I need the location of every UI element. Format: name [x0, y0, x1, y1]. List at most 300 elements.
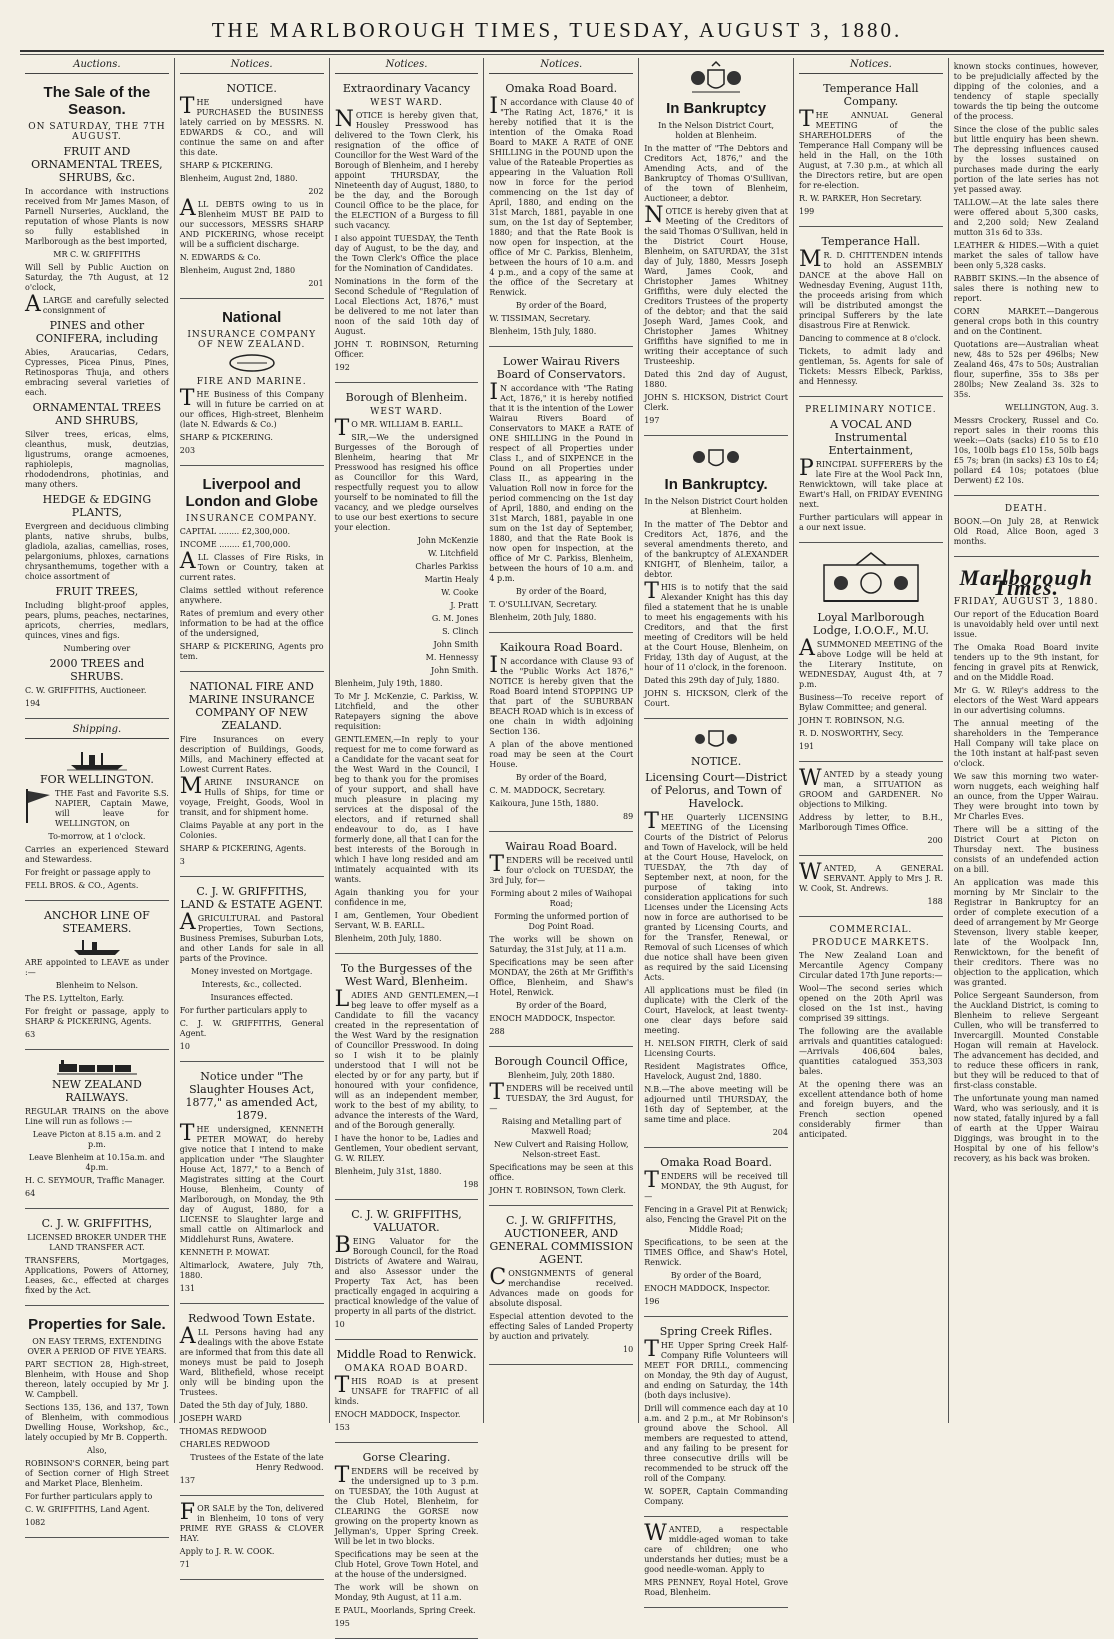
wanted-woman-advert	[644, 1521, 788, 1608]
advert-number: 199	[798, 207, 815, 216]
slaughter-notice	[180, 1066, 324, 1304]
column-7	[949, 58, 1104, 1423]
rye-signature: Apply to J. R. W. COOK.	[179, 1547, 275, 1556]
redwood-signatory-1: JOSEPH WARD	[179, 1414, 242, 1423]
temperance-company-notice	[799, 78, 943, 227]
anchor-title: ANCHOR LINE OF STEAMERS.	[43, 909, 150, 935]
national-fire: FIRE AND MARINE.	[196, 377, 307, 387]
advert-number: 204	[772, 1128, 788, 1137]
liverpool-capital: CAPITAL ........ £2,300,000.	[179, 527, 291, 536]
lodge-body-2: Business—To receive report of Bylaw Committee; and general.	[798, 693, 943, 712]
advert-number: 10	[334, 1320, 345, 1329]
column-2	[175, 58, 330, 1569]
ornamental-list: Silver trees, ericas, elms, cleanthus, musk, deutzias, ligustrums, orange acmoenes, raphiolepis, magnolias, rhododendrons, photinias, and many others.	[25, 430, 169, 489]
column-4	[484, 58, 639, 1423]
anchor-body: ARE appointed to LEAVE as under :—	[25, 958, 169, 977]
sale-body-2: Will Sell by Public Auction on Saturday, the 7th August, at 12 o'clock,	[25, 263, 169, 292]
commercial-heading: COMMERCIAL.	[829, 925, 913, 935]
properties-terms: ON EASY TERMS, EXTENDING OVER A PERIOD OF FIVE YEARS.	[27, 1337, 167, 1356]
numbering-text: Numbering over	[63, 644, 131, 653]
vocal-body: PRINCIPAL SUFFERERS by the late Fire at the Wool Pack Inn, Renwicktown, will take place at Ewart's Hall, on FRIDAY EVENING next.	[798, 456, 943, 509]
licensing-body-2: All applications must be filed (in duplicate) with the Clerk of the Court, Havelock, at least twenty-one clear days before said meeting.	[644, 986, 788, 1035]
railways-signature: H. C. SEYMOUR, Traffic Manager.	[25, 1176, 165, 1185]
oddfellows-emblem-icon	[816, 551, 926, 607]
income-value: £1,700,000.	[242, 540, 291, 549]
omaka-by-order: By order of the Board,	[515, 301, 607, 310]
ship-carry: Carries an experienced Steward and Stewardess.	[25, 845, 169, 864]
royal-arms-icon	[686, 62, 746, 96]
national-marine-signature: SHARP & PICKERING, Agents.	[179, 844, 307, 853]
advert-number: 195	[334, 1619, 350, 1628]
bankruptcy-2-signature: JOHN S. HICKSON, Clerk of the Court.	[644, 689, 788, 708]
column-6	[794, 58, 949, 1423]
wairau-tender	[489, 836, 633, 1047]
omaka-date: Blenheim, 15th July, 1880.	[489, 327, 597, 336]
sale-advert	[25, 78, 169, 719]
commission-agent-advert	[489, 1210, 633, 1365]
burgesses-address	[335, 958, 479, 1200]
omaka-tender	[644, 1152, 788, 1317]
borough-name-5: W. Cooke	[441, 588, 479, 597]
fruit-heading: FRUIT TREES,	[55, 585, 139, 598]
temperance-hall-body-3: Tickets, to admit lady and gentleman, 5s. Agents for sale of Tickets: Messrs Elbeck, Parkiss, and Hennessy.	[798, 347, 943, 386]
rifles-signature: W. SOPER, Captain Commanding Company.	[644, 1487, 788, 1506]
lodge-title: Loyal Marlborough Lodge, I.O.O.F., M.U.	[812, 611, 929, 637]
royal-arms-icon	[691, 727, 741, 751]
capital-label: CAPITAL	[179, 527, 217, 536]
advert-number: 137	[179, 1476, 196, 1485]
news-item: There will be a sitting of the District Court at Picton on Thursday next. The business consists of an undefended action on a bill.	[953, 825, 1099, 874]
wairau-title: Wairau Road Board.	[505, 840, 618, 853]
lodge-notice	[799, 547, 943, 762]
market-body-2: Since the close of the public sales but little enquiry has been shewn. The depressing influences caused by the losses sustained on purchases made during the early portion of the late series has not yet passed away.	[953, 125, 1099, 194]
sale-title: The Sale of the Season.	[43, 84, 151, 118]
ship-destination: FOR WELLINGTON.	[39, 773, 154, 786]
preliminary-notice: PRELIMINARY NOTICE.	[805, 405, 937, 415]
borough-council-body: TENDERS will be received until TUESDAY, the 3rd August, for—	[489, 1080, 634, 1113]
borough-title: Borough of Blenheim.	[345, 391, 468, 404]
omaka-body: IN accordance with Clause 40 of "The Rating Act, 1876," it is hereby notified that it is the intention of the Omaka Road Board to MAKE A RATE of ONE SHILLING in the POUND upon the value of the Rateable Properties as appearing in the Valuation Roll now in force for the period commencing on the 1st day of April, 1880, and ending on the 31st March, 1881, payable in one sum, on the 1st day of September, 1880; and that the Rate Book is now open for inspection, at the office of Mr C. Parkiss, Blenheim, between the hours of 10 a.m. and 4 p.m., and a copy of the same at the office of the Secretary at Renwick.	[489, 94, 634, 297]
bankruptcy-title: In Bankruptcy	[666, 100, 767, 117]
column-heading: Notices.	[489, 58, 633, 74]
liverpool-rates: Rates of premium and every other information to be had at the office of the undersigned,	[179, 609, 324, 638]
redwood-signatory-2: THOMAS REDWOOD	[179, 1427, 267, 1436]
advert-number: 197	[644, 416, 660, 425]
advert-number: 153	[334, 1423, 350, 1432]
column-heading: Notices.	[335, 58, 479, 74]
liverpool-signature: SHARP & PICKERING, Agents pro tem.	[179, 642, 324, 661]
hedge-heading: HEDGE & EDGING PLANTS,	[42, 493, 152, 519]
bankruptcy-notice-body: NOTICE is hereby given that at Meeting of the Creditors of the said Thomas O'Sullivan, held in the District Court House, Blenheim, on SATURDAY, the 31st day of July, 1880, Messrs Joseph Ward, James Cook, and Christopher James Whitney Griffiths, were duly elected the Creditors Trustees of the property of the debtor; and that the said Joseph Ward, James Cook, and Christopher James Whitney Griffiths have signified to me in writing their acceptance of such Trusteeship.	[644, 203, 788, 366]
broker-name: C. J. W. GRIFFITHS,	[41, 1217, 153, 1230]
news-item: The unfortunate young man named Ward, who was seriously, and it is now stated, fatally injured by a fall of earth at the Upper Wairau Diggings, was brought in to the Hospital by one of his fellow's recovery, as his back was broken.	[953, 1094, 1099, 1163]
vacancy-signature: JOHN T. ROBINSON, Returning Officer.	[334, 340, 479, 359]
wanted-groom-body: WANTED by a steady young man, a SITUATION as GROOM and GARDENER. No objections to Milking.	[798, 766, 943, 809]
gorse-work: The work will be shown on Monday, 9th August, at 11 a.m.	[334, 1583, 479, 1602]
borough-reply-date: Blenheim, 20th July, 1880.	[334, 934, 442, 943]
advert-number: 131	[179, 1284, 196, 1293]
bankruptcy-notice-2	[644, 440, 788, 719]
borough-name-6: J. Pratt	[450, 601, 479, 610]
slaughter-date: Altimarlock, Awatere, July 7th, 1880.	[179, 1261, 324, 1280]
borough-reply-body: GENTLEMEN,—In reply to your request for me to come forward as a Candidate for the vacant seat for the West Ward in the Council, I beg to thank you for the promises of your support, and shall have much pleasure in placing my services at the disposal of the electors, and if returned shall endeavour to do, as I have formerly done, all that I can for the best interests of the Borough in which I have long resided and am intimately acquainted with its wants.	[334, 735, 479, 884]
advert-number: 10	[179, 1042, 190, 1051]
advert-number: 1082	[25, 1518, 46, 1527]
redwood-signatory-3: CHARLES REDWOOD	[179, 1440, 270, 1449]
wanted-body: WANTED, a respectable middle-aged woman to take care of children; one who understands her duties; must be a good needle-woman. Apply to	[644, 1521, 788, 1574]
pines-list: Abies, Araucarias, Cedars, Cypresses, Picea Pinus, Pines, Retinosporas Thuja, and others embracing several varieties of each.	[25, 348, 169, 397]
licensing-subtitle: Licensing Court—District of Pelorus, and Town of Havelock.	[645, 771, 788, 810]
borough-council-signature: JOHN T. ROBINSON, Town Clerk.	[489, 1186, 626, 1195]
produce-body: The New Zealand Loan and Mercantile Agency Company Circular dated 17th June reports:—	[798, 951, 943, 980]
liverpool-income: INCOME ........ £1,700,000.	[179, 540, 291, 549]
anchor-line-advert	[25, 905, 169, 1050]
ship-body: THE Fast and Favorite S.S. NAPIER, Captain Mawe, will leave for WELLINGTON, on	[55, 789, 169, 828]
land-agent-advert	[180, 881, 324, 1062]
notice-body: THE undersigned have PURCHASED the BUSINESS lately carried on by MESSRS. N. EDWARDS & CO., and will continue the same on and after this date.	[179, 94, 324, 157]
licensing-body: THE Quarterly LICENSING MEETING of the Licensing Courts of the District of Pelorus and Town of Havelock, will be held at the Court House, Havelock, on TUESDAY, the 7th day of September next, at noon, for the purpose of taking into consideration applications for such Licenses under the Licensing Acts now in force are authorised to be granted by Licensing Courts, and for the Transfer, Renewal, or Removal of such Licenses of which due notice shall have been given as required by the said Licensing Acts.	[644, 809, 788, 982]
liverpool-body: ALL Classes of Fire Risks, in Town or Country, taken at current rates.	[179, 549, 324, 582]
ship-day: To-morrow, at 1 o'clock.	[48, 832, 146, 841]
middle-road-signature: ENOCH MADDOCK, Inspector.	[334, 1410, 461, 1419]
rifles-body-2: Drill will commence each day at 10 a.m. and 2 p.m., at Mr Robinson's ground above the School. All members are requested to attend, and any failing to be present for three consecutive drills will be recommended to be struck off the roll of the Company.	[644, 1404, 788, 1483]
borough-name-1: John McKenzie	[417, 536, 479, 545]
vacancy-body-3: Nominations in the form of the Second Schedule of "Regulation of Local Elections Act, 1876," must be delivered to me not later than noon of the said 10th day of August.	[334, 277, 479, 336]
national-subtitle: INSURANCE COMPANY OF NEW ZEALAND.	[187, 330, 317, 350]
advert-number: 194	[25, 699, 41, 708]
entertainment-notice	[799, 401, 943, 543]
masthead	[0, 10, 1114, 50]
advert-number: 64	[25, 1189, 36, 1198]
lower-wairau-date: Blenheim, 20th July, 1880.	[489, 613, 597, 622]
valuator-advert	[335, 1204, 479, 1340]
pines-heading: PINES and other CONIFERA, including	[35, 319, 159, 345]
properties-title: Properties for Sale.	[28, 1316, 166, 1333]
advert-number: 10	[623, 1345, 634, 1354]
news-item: Police Sergeant Saunderson, from the Auckland District, is coming to Blenheim to relieve Sergeant Cullen, who will be transferred to Invercargill. Mounted Constable Hogan will remain at Havelock. The advancement has decided, and to reduce these officers in rank, but they will be reduced to that of first-class constable.	[953, 991, 1099, 1090]
wellington-dateline: WELLINGTON, Aug. 3.	[1005, 403, 1099, 412]
death-title: DEATH.	[1004, 504, 1048, 514]
properties-further: For further particulars apply to	[25, 1492, 153, 1501]
land-agent-further: For further particulars apply to	[179, 1006, 308, 1015]
licensing-office: Resident Magistrates Office, Havelock, August 2nd, 1880.	[644, 1062, 788, 1081]
sale-agent: MR C. W. GRIFFITHS	[53, 250, 141, 259]
bankruptcy-2-title: In Bankruptcy.	[664, 476, 768, 493]
commission-agent-body-2: Especial attention devoted to the effecting Sales of Landed Property by auction and privately.	[489, 1312, 634, 1341]
omaka-tender-by-order: By order of the Board,	[670, 1271, 762, 1280]
debts-date: Blenheim, August 2nd, 1880	[179, 266, 296, 275]
properties-also: Also,	[86, 1446, 107, 1455]
national-marine-body: Fire Insurances on every description of Buildings, Goods, Mills, and Machinery effected at Lowest Current Rates.	[179, 735, 324, 774]
borough-name-7: G. M. Jones	[431, 614, 479, 623]
borough-council-title: Borough Council Office,	[494, 1055, 629, 1068]
advert-number: 71	[179, 1560, 190, 1569]
railways-body: REGULAR TRAINS on the above Line will run as follows :—	[25, 1107, 169, 1126]
wairau-signature: ENOCH MADDOCK, Inspector.	[489, 1014, 616, 1023]
borough-council-tender	[489, 1051, 633, 1206]
omaka-tender-specifications: Specifications, to be seen at the TIMES Office, and Shaw's Hotel, Renwick.	[644, 1238, 788, 1267]
borough-reply-body-2: Again thanking you for your confidence in me,	[334, 888, 479, 907]
middle-road-subtitle: OMAKA ROAD BOARD.	[344, 1364, 469, 1374]
liverpool-subtitle: INSURANCE COMPANY.	[186, 514, 318, 524]
gorse-signature: E PAUL, Moorlands, Spring Creek.	[334, 1606, 476, 1615]
liverpool-title: Liverpool and London and Globe	[185, 476, 318, 510]
advert-number: 288	[489, 1027, 505, 1036]
borough-requisition	[335, 387, 479, 954]
rye-body: FOR SALE by the Ton, delivered in Blenheim, 10 tons of very PRIME RYE GRASS & CLOVER HAY.	[179, 1500, 324, 1543]
anchor-route: Blenheim to Nelson.	[55, 981, 139, 990]
debts-signature: N. EDWARDS & Co.	[179, 253, 261, 262]
omaka-tender-body: TENDERS will be received till MONDAY, the 9th August, for—	[644, 1168, 788, 1201]
market-corn: CORN MARKET.—Dangerous general crops both in this country and on the Continent.	[953, 307, 1099, 336]
lower-wairau-body: IN accordance with "The Rating Act, 1876," it is hereby notified that it is the intention of the Lower Wairau Rivers Board of Conservators to MAKE a RATE of ONE SHILLING in the Pound in respect of all Properties under Class I., and of SIXPENCE in the Pound on all Properties under Class II., as appearing in the Valuation Roll now in force for the period commencing on the 1st day of April, 1880, and ending on the 31st March, 1881, payable in one sum on the 1st day of September, 1880, and that the Rate Book is now open for inspection, at the office of Mr C. Parkiss, Blenheim, between the hours of 10 a.m. and 4 p.m.	[489, 380, 634, 583]
market-tallow: TALLOW.—At the late sales there were offered about 5,300 casks, and 2,200 sold; New Zealand mutton 31s 6d to 33s.	[953, 198, 1099, 237]
bankruptcy-body: In the matter of "The Debtors and Creditors Act, 1876," and the Amending Acts, and of the Bankruptcy of Thomas O'Sullivan, of the town of Blenheim, Auctioneer, a debtor.	[644, 144, 788, 203]
columns	[20, 58, 1104, 1628]
advert-number: 3	[179, 857, 185, 866]
vacancy-notice	[335, 78, 479, 383]
burgesses-date: Blenheim, July 31st, 1880.	[334, 1167, 442, 1176]
market-quotations: Quotations are—Australian wheat new, 48s to 52s per 496lbs; New Zealand 46s, 47s to 50s; Australian flour, superfine, 35s to 38s per 280lbs; New Zealand 3s. 32s to 35s.	[953, 340, 1099, 399]
liverpool-claims: Claims settled without reference anywhere.	[179, 586, 324, 605]
tree-count: 2000 TREES and SHRUBS.	[49, 657, 145, 683]
ship-agent: FELL BROS. & CO., Agents.	[25, 881, 139, 890]
fruit-list: Including blight-proof apples, pears, plums, peaches, nectarines, apricots, cherries, medlars, quinces, vines and figs.	[25, 601, 169, 640]
properties-body-2: Sections 135, 136, and 137, Town of Blenheim, with commodious Dwelling House, Workshop, &c., lately occupied by Mr B. Copperth.	[25, 1403, 169, 1442]
produce-wool: Wool—The second series which opened on the 20th April was closed on the 1st inst., having comprised 39 sittings.	[798, 984, 943, 1023]
broker-body: TRANSFERS, Mortgages, Applications, Powers of Attorney, Leases, &c., effected at charges fixed by the Act.	[25, 1256, 169, 1295]
vacancy-title: Extraordinary Vacancy	[342, 82, 471, 95]
steamship-icon	[67, 749, 127, 771]
capital-value: £2,300,000.	[241, 527, 291, 536]
masthead-rule-thin	[20, 54, 1104, 55]
hedge-list: Evergreen and deciduous climbing plants, native shrubs, bulbs, gladiola, azalias, camellias, roses, pelargoniums, phloxes, carnations chrysanthemums, together with a choice assortment of	[25, 522, 169, 581]
shipping-advert	[25, 743, 169, 901]
notice-title: NOTICE.	[226, 82, 277, 95]
produce-heading: PRODUCE MARKETS.	[811, 938, 930, 948]
rifles-title: Spring Creek Rifles.	[659, 1325, 773, 1338]
valuator-title: C. J. W. GRIFFITHS, VALUATOR.	[351, 1208, 462, 1234]
borough-name-2: W. Litchfield	[428, 549, 479, 558]
vacancy-ward: WEST WARD.	[370, 98, 443, 108]
national-marine-title: NATIONAL FIRE AND MARINE INSURANCE COMPANY OF NEW ZEALAND.	[188, 680, 315, 732]
column-heading: Notices.	[799, 58, 943, 74]
commission-agent-title: C. J. W. GRIFFITHS, AUCTIONEER, AND GENERAL COMMISSION AGENT.	[489, 1214, 634, 1266]
market-body: known stocks continues, however, to be prejudicially affected by the dipping of the colonies, and a tendency of staple specially towards the tip being the outcome of the process.	[953, 62, 1099, 121]
bankruptcy-date: Dated this 2nd day of August, 1880.	[644, 370, 788, 389]
railways-title: NEW ZEALAND RAILWAYS.	[52, 1078, 142, 1104]
burgesses-body: LADIES AND GENTLEMEN,—I beg leave to offer myself as a Candidate to fill the vacancy created in the representation of the West Ward by the resignation of Councillor Presswood. In doing so I wish it to be plainly understood that I will not be elected by or for any party, but if honoured with your confidence, will as an independent member, work to the best of my ability, to advance the interests of the Ward, and of the Borough generally.	[334, 987, 479, 1130]
news-item: Mr G. W. Riley's address to the electors of the West Ward appears in our advertising columns.	[953, 686, 1099, 715]
temperance-hall-body-2: Dancing to commence at 8 o'clock.	[798, 334, 941, 343]
redwood-notice	[180, 1308, 324, 1496]
bankruptcy-signature: JOHN S. HICKSON, District Court Clerk.	[644, 393, 788, 412]
borough-name-3: Charles Parkiss	[415, 562, 479, 571]
ship-freight: For freight or passage apply to	[25, 868, 151, 877]
column-heading: Auctions.	[25, 58, 169, 74]
kaikoura-body: IN accordance with Clause 93 of the "Public Works Act 1876," NOTICE is hereby given that the Road Board intend STOPPING UP that part of the SUBURBAN BEACH ROAD which is in excess of one chain in width adjoining Section 136.	[489, 653, 634, 736]
royal-arms-icon	[689, 444, 743, 472]
lower-wairau-notice	[489, 351, 633, 633]
middle-road-notice	[335, 1344, 479, 1443]
licensing-nb: N.B.—The above meeting will be adjourned until THURSDAY, the 16th day of September, at the same time and place.	[644, 1085, 788, 1124]
sale-date: ON SATURDAY, THE 7TH AUGUST.	[28, 122, 166, 142]
column-heading: Notices.	[180, 58, 324, 74]
omaka-title: Omaka Road Board.	[505, 82, 618, 95]
sale-subtitle: FRUIT AND ORNAMENTAL TREES, SHRUBS, &c.	[31, 145, 163, 184]
lower-wairau-signature: T. O'SULLIVAN, Secretary.	[489, 600, 598, 609]
news-item: The annual meeting of the shareholders in the Temperance Hall Company will take place on the 10th instant at half-past seven o'clock.	[953, 719, 1099, 768]
debts-body: ALL DEBTS owing to us in Blenheim MUST BE PAID to our successors, MESSRS SHARP AND PICKERING, whose receipt will be a sufficient discharge.	[179, 196, 324, 249]
railways-advert	[25, 1054, 169, 1209]
properties-signature: C. W. GRIFFITHS, Land Agent.	[25, 1505, 150, 1514]
redwood-title: Redwood Town Estate.	[188, 1312, 316, 1325]
lower-wairau-title: Lower Wairau Rivers Board of Conservators.	[496, 355, 626, 381]
lodge-body: ASUMMONED MEETING of the above Lodge will be held at the Literary Institute, on WEDNESDAY, August 4th, at 7 p.m.	[798, 636, 943, 689]
omaka-tender-title: Omaka Road Board.	[660, 1156, 772, 1169]
wairau-works: The works will be shown on Saturday, the 31st July, at 11 a.m.	[489, 935, 634, 954]
omaka-tender-item: Fencing in a Gravel Pit at Renwick; also, Fencing the Gravel Pit on the Middle Road;	[644, 1205, 788, 1234]
column-1	[20, 58, 175, 1527]
masthead-rule	[20, 50, 1104, 52]
news-item: The Omaka Road Board invite tenders up to the 9th instant, for fencing in gravel pits at Renwick, and on the Middle Road.	[953, 643, 1099, 682]
editorial	[954, 561, 1099, 1173]
flag-icon	[25, 789, 51, 823]
omaka-tender-signature: ENOCH MADDOCK, Inspector.	[644, 1284, 771, 1293]
vocal-body-2: Further particulars will appear in a our next issue.	[798, 513, 943, 532]
wanted-groom-address: Address by letter, to B.H., Marlborough Times Office.	[798, 813, 943, 832]
omaka-rate-notice	[489, 78, 633, 347]
auctioneer-signature: C. W. GRIFFITHS, Auctioneer.	[25, 686, 147, 695]
wanted-servant-body: WANTED, A GENERAL SERVANT. Apply to Mrs J. R. W. Cook, St. Andrews.	[798, 860, 943, 893]
vacancy-body-2: I also appoint TUESDAY, the Tenth day of August, to be the day, and the Town Clerk's Office the place for the Nomination of Candidates.	[334, 234, 479, 273]
rye-grass-advert	[180, 1500, 324, 1580]
bankruptcy-2-notice: THIS is to notify that the said Alexander Knight has this day filed a statement that he is unable to meet his engagements with his Creditors, and that the first meeting of Creditors will be held at the Court House, Blenheim, on Friday, 13th day of August, at the hour of 11 o'clock, in the forenoon.	[644, 579, 788, 672]
temperance-hall-body: MR. D. CHITTENDEN intends to hold an ASSEMBLY DANCE at the above Hall on Wednesday Evening, August 11th, the proceeds arising from which will be distributed amongst the principal Sufferers by the late disastrous Fire at Renwick.	[798, 247, 943, 330]
advert-number: 191	[798, 742, 815, 751]
vacancy-body: NOTICE is hereby given that, Housley Presswood has delivered to the Town Clerk, his resignation of the office of Councillor for the West Ward of the Borough of Blenheim, and I hereby appoint THURSDAY, the Nineteenth day of August, 1880, to be the day, and the Borough Council Office to be the place, for the ELECTION of a Burgess to fill such vacancy.	[334, 107, 479, 230]
gorse-body: TENDERS will be received by the undersigned up to 3 p.m. on TUESDAY, the 10th August at the Club Hotel, Blenheim, for CLEARING the GORSE now growing on the property known as Jellyman's, Upper Spring Creek. Will be let in two blocks.	[334, 1463, 479, 1546]
notice-signature: SHARP & PICKERING.	[179, 161, 273, 170]
borough-reply-to: To Mr J. McKenzie, C. Parkiss, W. Litchfield, and the other Ratepayers signing the above requisition:	[334, 692, 479, 731]
omaka-signature: W. TISSIMAN, Secretary.	[489, 314, 591, 323]
kaikoura-plan: A plan of the above mentioned road may be seen at the Court House.	[489, 740, 634, 769]
commercial-section	[799, 921, 943, 1149]
advert-number: 196	[644, 1297, 660, 1306]
burgesses-signature: I have the honor to be, Ladies and Gentlemen, Your obedient servant, G. W. RILEY.	[334, 1134, 479, 1163]
advert-number: 200	[927, 836, 943, 845]
death-body: BOON.—On July 28, at Renwick Old Road, Alice Boon, aged 3 months.	[953, 517, 1099, 546]
rifles-body: THE Upper Spring Creek Half-Company Rifle Volunteers will MEET FOR DRILL, commencing on Monday, the 9th day of August, and ending on Saturday, the 14th (both days inclusive).	[644, 1337, 788, 1400]
redwood-trustees: Trustees of the Estate of the late Henry Redwood.	[190, 1453, 324, 1472]
advert-number: 201	[308, 279, 324, 288]
income-label: INCOME	[179, 540, 217, 549]
temperance-company-title: Temperance Hall Company.	[823, 82, 919, 108]
borough-name-4: Martin Healy	[424, 575, 479, 584]
borough-body: SIR,—We the undersigned Burgesses of the Borough of Blenheim, hearing that Mr Presswood has resigned his office as Councillor for this Ward, respectfully request you to allow yourself to be nominated to fill the vacancy, and we pledge ourselves to use our best exertions to secure your election.	[334, 433, 479, 532]
borough-council-item-2: New Culvert and Raising Hollow, Nelson-street East.	[494, 1140, 629, 1159]
borough-to: TO MR. WILLIAM B. EARLL.	[334, 416, 464, 441]
borough-date: Blenheim, July 19th, 1880.	[334, 679, 443, 688]
railways-leave-picton: Leave Picton at 8.15 a.m. and 2 p.m.	[32, 1130, 162, 1149]
commission-agent-body: CONSIGNMENTS of general merchandise received. Advances made on goods for absolute disposal.	[489, 1265, 634, 1308]
advert-number: 203	[179, 446, 196, 455]
bankruptcy-2-date: Dated this 29th day of July, 1880.	[644, 676, 780, 685]
national-body: THE Business of this Company will in future be carried on at our offices, High-street, Blenheim (late N. Edwards & Co.)	[179, 386, 324, 429]
anchor-ship: The P.S. Lyttelton, Early.	[25, 994, 125, 1003]
kaikoura-date: Kaikoura, June 15th, 1880.	[489, 799, 599, 808]
lodge-signature: JOHN T. ROBINSON, N.G.	[798, 716, 905, 725]
temperance-hall-notice	[799, 231, 943, 397]
railways-leave-blenheim: Leave Blenheim at 10.15a.m. and 4p.m.	[28, 1153, 165, 1172]
advert-number: 192	[334, 363, 350, 372]
borough-reply-signature: I am, Gentlemen, Your Obedient Servant, W. B. EARLL.	[334, 911, 479, 930]
advert-number: 202	[308, 187, 324, 196]
properties-robinson: ROBINSON'S CORNER, being part of Section corner of High Street and Market Place, Blenheim.	[25, 1459, 169, 1488]
redwood-date: Dated the 5th day of July, 1880.	[179, 1401, 308, 1410]
advert-number: 188	[927, 897, 943, 906]
properties-advert	[25, 1310, 169, 1538]
licensing-signature: H. NELSON FIRTH, Clerk of said Licensing Courts.	[644, 1039, 788, 1058]
liverpool-insurance-advert	[180, 470, 324, 672]
broker-licensed: LICENSED BROKER UNDER THE LAND TRANSFER ACT.	[27, 1233, 167, 1252]
anchor-freight: For freight or passage, apply to SHARP & PICKERING, Agents.	[25, 1007, 169, 1026]
advert-number: 89	[623, 812, 634, 821]
national-title: National	[222, 309, 282, 326]
advert-number: 198	[463, 1180, 479, 1189]
steamer-icon	[72, 938, 122, 956]
valuator-body: BEING Valuator for the Borough Council, for the Road Districts of Awatere and Wairau, and also Assessor under the Property Tax Act, has been practically engaged in acquiring a practical knowledge of the value of property in all parts of the district.	[334, 1233, 479, 1316]
wanted-signature: MRS PENNEY, Royal Hotel, Grove Road, Blenheim.	[644, 1578, 788, 1597]
borough-ward: WEST WARD.	[370, 407, 443, 417]
properties-body: PART SECTION 28, High-street, Blenheim, with House and Shop thereon, lately occupied by Mr J. W. Campbell.	[25, 1360, 169, 1399]
death-notice	[954, 500, 1099, 557]
sale-body: In accordance with instructions received from Mr James Mason, of Parnell Nurseries, Auckland, the reputation of whose Plants is now so fully established in Marlborough as the best imported,	[25, 187, 169, 246]
kaikoura-by-order: By order of the Board,	[515, 773, 607, 782]
purchase-notice	[180, 78, 324, 299]
newspaper-title: THE MARLBOROUGH TIMES, TUESDAY, AUGUST 3, 1880.	[211, 18, 903, 42]
borough-council-item-1: Raising and Metalling part of Maxwell Road;	[501, 1117, 621, 1136]
temperance-hall-title: Temperance Hall.	[821, 235, 921, 248]
national-marine-text: MARINE INSURANCE on Hulls of Ships, for time or voyage, Freight, Goods, Wool in transit, and for shipment home.	[179, 774, 324, 817]
broker-advert	[25, 1213, 169, 1306]
borough-council-specifications: Specifications may be seen at this office.	[489, 1163, 634, 1182]
notice-date: Blenheim, August 2nd, 1880.	[179, 174, 298, 183]
market-report	[954, 58, 1099, 496]
kaikoura-notice	[489, 637, 633, 832]
vocal-title: A VOCAL AND Instrumental Entertainment,	[828, 418, 914, 457]
slaughter-title: Notice under "The Slaughter Houses Act, 1877," as amended Act, 1879.	[185, 1070, 318, 1122]
produce-body-2: The following are the available arrivals and quantities catalogued:—Arrivals 406,604 bales, quantities catalogued 353,303 bales.	[798, 1027, 943, 1076]
burgesses-title: To the Burgesses of the West Ward, Blenheim.	[340, 962, 473, 988]
produce-body-3: At the opening there was an excellent attendance both of home and foreign buyers, and the French section opened considerably firmer than anticipated.	[798, 1080, 943, 1139]
rifles-notice	[644, 1321, 788, 1517]
national-signature: SHARP & PICKERING.	[179, 433, 273, 442]
borough-name-11: John Smith.	[430, 666, 479, 675]
sale-body-3: ALARGE and carefully selected consignment of	[25, 292, 169, 317]
borough-name-9: John Smith	[433, 640, 479, 649]
train-icon	[57, 1060, 137, 1076]
licensing-notice	[644, 723, 788, 1148]
borough-name-8: S. Clinch	[442, 627, 479, 636]
market-leather: LEATHER & HIDES.—With a quiet market the sales of tallow have been only 5,328 casks.	[953, 241, 1099, 270]
news-item: An application was made this morning by Mr Sinclair to the Registrar in Bankruptcy for an order of complete execution of a deed of arrangement by Mr George Stevenson, livery stable keeper, late of the Woolpack Inn, Renwicktown, for the benefit of their creditors. There was no objection to the application, which was granted.	[953, 878, 1099, 987]
wanted-groom-advert	[799, 766, 943, 856]
bankruptcy-2-body: In the matter of The Debtor and Creditors Act, 1876, and the several amendments thereto, and of the bankruptcy of ALEXANDER KNIGHT, of Blenheim, tailor, a debtor.	[644, 520, 788, 579]
gorse-specifications: Specifications may be seen at the Club Hotel, Grove Town Hotel, and at the house of the undersigned.	[334, 1550, 479, 1579]
land-agent-body: AGRICULTURAL and Pastoral Properties, Town Sections, Business Premises, Suburban Lots, and other Lands for sale in all parts of the Province.	[179, 910, 324, 963]
wairau-item-2: Forming the unformed portion of Dog Point Road.	[494, 912, 629, 931]
